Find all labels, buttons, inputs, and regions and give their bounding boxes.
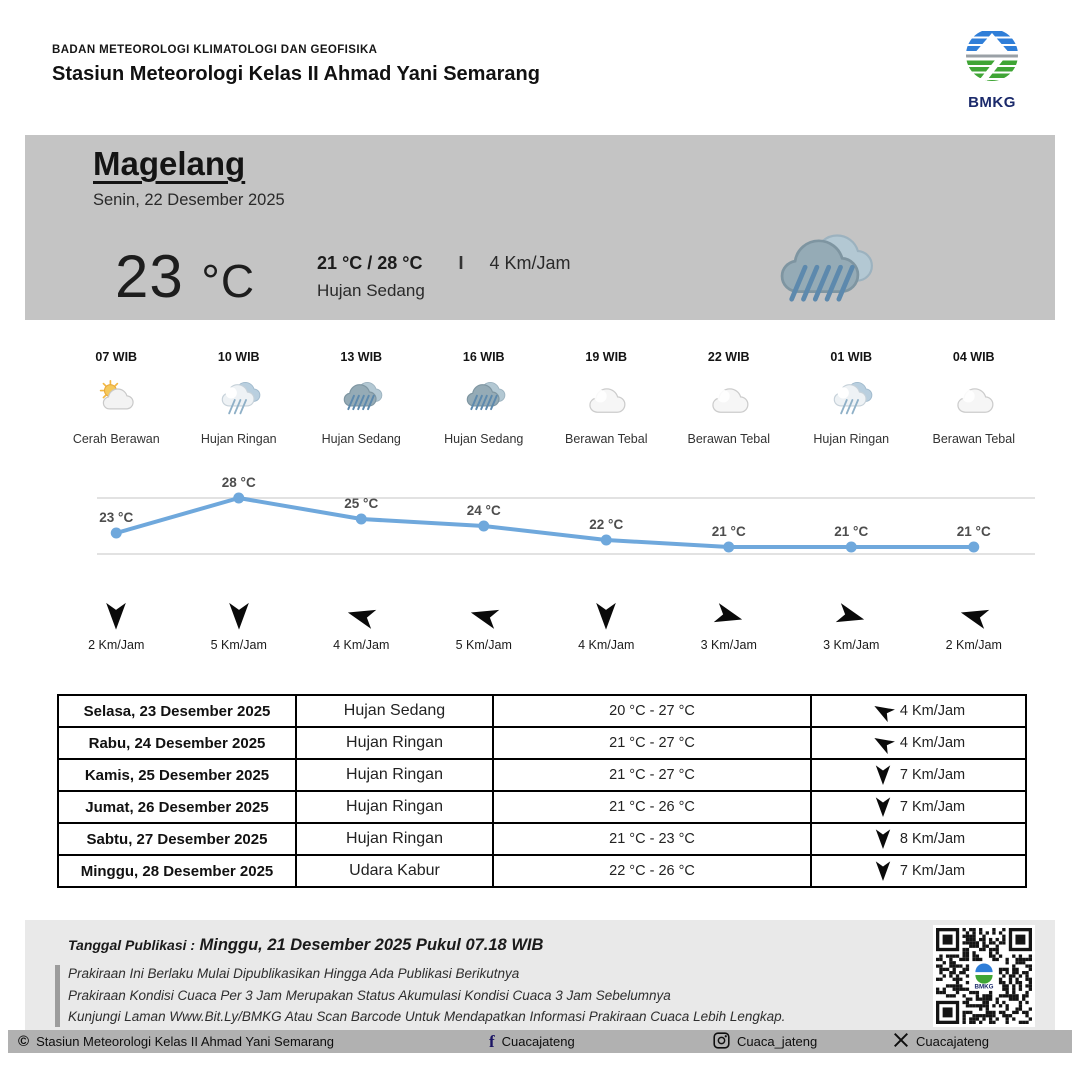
hourly-condition: Cerah Berawan (72, 432, 160, 446)
instagram-handle[interactable]: Cuaca_jateng (713, 1030, 817, 1053)
wind-speed: 5 Km/Jam (210, 638, 267, 652)
daily-condition: Udara Kabur (296, 855, 493, 887)
wind-item (545, 598, 668, 652)
hourly-time: 07 WIB (95, 350, 138, 364)
wind-direction-icon (710, 598, 747, 635)
daily-condition: Hujan Ringan (296, 791, 493, 823)
wind-speed: 2 Km/Jam (945, 638, 1002, 652)
hourly-condition: Berawan Tebal (687, 432, 770, 446)
weather-icon (913, 372, 1036, 424)
table-row (58, 823, 1026, 855)
daily-date: Rabu, 24 Desember 2025 (58, 727, 296, 759)
wind-forecast (55, 598, 1035, 652)
weather-icon (668, 372, 791, 424)
svg-text:24 °C: 24 °C (466, 503, 501, 518)
weather-icon (55, 372, 178, 424)
hourly-item (668, 350, 791, 446)
weather-icon (300, 372, 423, 424)
wind-item (55, 598, 178, 652)
wind-direction-icon (955, 598, 992, 635)
city-name: Magelang (93, 145, 246, 182)
current-weather-card (25, 135, 1055, 320)
daily-forecast-table (57, 694, 1027, 888)
header (52, 44, 540, 86)
daily-temp-range: 21 °C - 27 °C (493, 759, 811, 791)
wind-item (668, 598, 791, 652)
weather-icon (423, 372, 546, 424)
hourly-condition: Hujan Ringan (200, 432, 277, 446)
bmkg-logo-text: BMKG (968, 94, 1016, 111)
svg-text:25 °C: 25 °C (344, 496, 379, 511)
temp-range: 21 °C / 28 °C (317, 252, 423, 273)
daily-temp-range: 20 °C - 27 °C (493, 695, 811, 727)
wind-speed: 3 Km/Jam (700, 638, 757, 652)
daily-date: Selasa, 23 Desember 2025 (58, 695, 296, 727)
wind-speed: 2 Km/Jam (88, 638, 145, 652)
daily-wind-speed: 7 Km/Jam (899, 767, 966, 783)
daily-wind-speed: 8 Km/Jam (899, 831, 966, 847)
daily-wind-speed: 4 Km/Jam (899, 703, 966, 719)
wind-direction-icon (101, 601, 131, 631)
hourly-condition: Hujan Sedang (321, 432, 401, 446)
current-wind-speed: 4 Km/Jam (489, 252, 571, 273)
wind-direction-icon (343, 598, 380, 635)
footer-note-3: Kunjungi Laman Www.Bit.Ly/BMKG Atau Scan Barcode Untuk Mendapatkan Informasi Prakiraan Cuaca Lebih Lengkap. (68, 1009, 786, 1024)
svg-text:BMKG: BMKG (974, 983, 994, 991)
wind-item (423, 598, 546, 652)
facebook-icon: f (489, 1031, 495, 1051)
facebook-handle[interactable]: f Cuacajateng (489, 1031, 575, 1051)
hourly-condition: Berawan Tebal (932, 432, 1015, 446)
daily-temp-range: 22 °C - 26 °C (493, 855, 811, 887)
separator: I (458, 252, 464, 273)
svg-text:23 °C: 23 °C (99, 510, 134, 525)
hourly-time: 10 WIB (217, 350, 260, 364)
hourly-item (300, 350, 423, 446)
copyright: © Stasiun Meteorologi Kelas II Ahmad Yani Semarang (18, 1033, 335, 1050)
hourly-item (913, 350, 1036, 446)
hourly-condition: Berawan Tebal (565, 432, 648, 446)
wind-direction-icon (465, 598, 502, 635)
daily-wind-speed: 7 Km/Jam (899, 863, 966, 879)
footer-note-2: Prakiraan Kondisi Cuaca Per 3 Jam Merupakan Status Akumulasi Kondisi Cuaca 3 Jam Sebelumnya (68, 987, 671, 1003)
wind-direction-icon (224, 601, 254, 631)
wind-speed: 4 Km/Jam (578, 638, 635, 652)
wind-speed: 3 Km/Jam (823, 638, 880, 652)
weather-icon (790, 372, 913, 424)
hourly-item (790, 350, 913, 446)
wind-item (300, 598, 423, 652)
instagram-icon (713, 1032, 730, 1052)
daily-condition: Hujan Ringan (296, 759, 493, 791)
svg-text:28 °C: 28 °C (221, 475, 256, 490)
current-condition: Hujan Sedang (317, 280, 425, 300)
footer (25, 920, 1055, 1030)
daily-date: Kamis, 25 Desember 2025 (58, 759, 296, 791)
bottom-bar (8, 1030, 1072, 1053)
daily-condition: Hujan Ringan (296, 727, 493, 759)
daily-temp-range: 21 °C - 23 °C (493, 823, 811, 855)
current-date: Senin, 22 Desember 2025 (93, 191, 285, 209)
table-row (58, 727, 1026, 759)
wind-direction-icon (591, 601, 621, 631)
wind-speed: 4 Km/Jam (333, 638, 390, 652)
svg-text:21 °C: 21 °C (956, 524, 991, 539)
daily-temp-range: 21 °C - 26 °C (493, 791, 811, 823)
copyright-icon: © (18, 1033, 30, 1050)
svg-text:21 °C: 21 °C (834, 524, 869, 539)
x-handle[interactable]: Cuacajateng (893, 1030, 989, 1053)
wind-item (790, 598, 913, 652)
hourly-time: 22 WIB (707, 350, 750, 364)
table-row (58, 759, 1026, 791)
x-icon (893, 1032, 909, 1051)
daily-temp-range: 21 °C - 27 °C (493, 727, 811, 759)
wind-direction-icon (872, 764, 894, 786)
daily-wind-speed: 7 Km/Jam (899, 799, 966, 815)
bmkg-logo (952, 26, 1032, 111)
wind-direction-icon (868, 728, 898, 758)
current-temperature: 23 °C (115, 243, 256, 311)
hourly-condition: Hujan Ringan (813, 432, 890, 446)
table-row (58, 855, 1026, 887)
current-weather-icon (767, 220, 877, 330)
footer-note-1: Prakiraan Ini Berlaku Mulai Dipublikasikan Hingga Ada Publikasi Berikutnya (68, 966, 520, 981)
hourly-item (178, 350, 301, 446)
hourly-time: 19 WIB (585, 350, 628, 364)
hourly-item (545, 350, 668, 446)
hourly-time: 16 WIB (462, 350, 505, 364)
table-row (58, 695, 1026, 727)
weather-icon (545, 372, 668, 424)
daily-date: Jumat, 26 Desember 2025 (58, 791, 296, 823)
wind-direction-icon (833, 598, 870, 635)
hourly-condition: Hujan Sedang (444, 432, 524, 446)
svg-text:21 °C: 21 °C (711, 524, 746, 539)
station-name: Stasiun Meteorologi Kelas II Ahmad Yani Semarang (52, 63, 540, 85)
wind-direction-icon (872, 828, 894, 850)
note-accent-bar (55, 965, 60, 1027)
publication-date: Tanggal Publikasi : Minggu, 21 Desember 2025 Pukul 07.18 WIB (68, 936, 544, 954)
hourly-item (423, 350, 546, 446)
daily-condition: Hujan Sedang (296, 695, 493, 727)
wind-direction-icon (868, 696, 898, 726)
wind-item (178, 598, 301, 652)
table-row (58, 791, 1026, 823)
qr-code (933, 925, 1035, 1027)
daily-date: Sabtu, 27 Desember 2025 (58, 823, 296, 855)
bmkg-logo-icon (960, 75, 1024, 92)
hourly-time: 01 WIB (830, 350, 873, 364)
daily-condition: Hujan Ringan (296, 823, 493, 855)
svg-text:22 °C: 22 °C (589, 517, 624, 532)
hourly-item (55, 350, 178, 446)
hourly-time: 13 WIB (340, 350, 383, 364)
daily-wind-speed: 4 Km/Jam (899, 735, 966, 751)
hourly-time: 04 WIB (952, 350, 995, 364)
agency-name: BADAN METEOROLOGI KLIMATOLOGI DAN GEOFISIKA (52, 44, 378, 56)
daily-date: Minggu, 28 Desember 2025 (58, 855, 296, 887)
wind-direction-icon (872, 860, 894, 882)
wind-direction-icon (872, 796, 894, 818)
temperature-chart (55, 468, 1035, 583)
wind-item (913, 598, 1036, 652)
weather-icon (178, 372, 301, 424)
wind-speed: 5 Km/Jam (455, 638, 512, 652)
hourly-forecast (55, 350, 1035, 446)
